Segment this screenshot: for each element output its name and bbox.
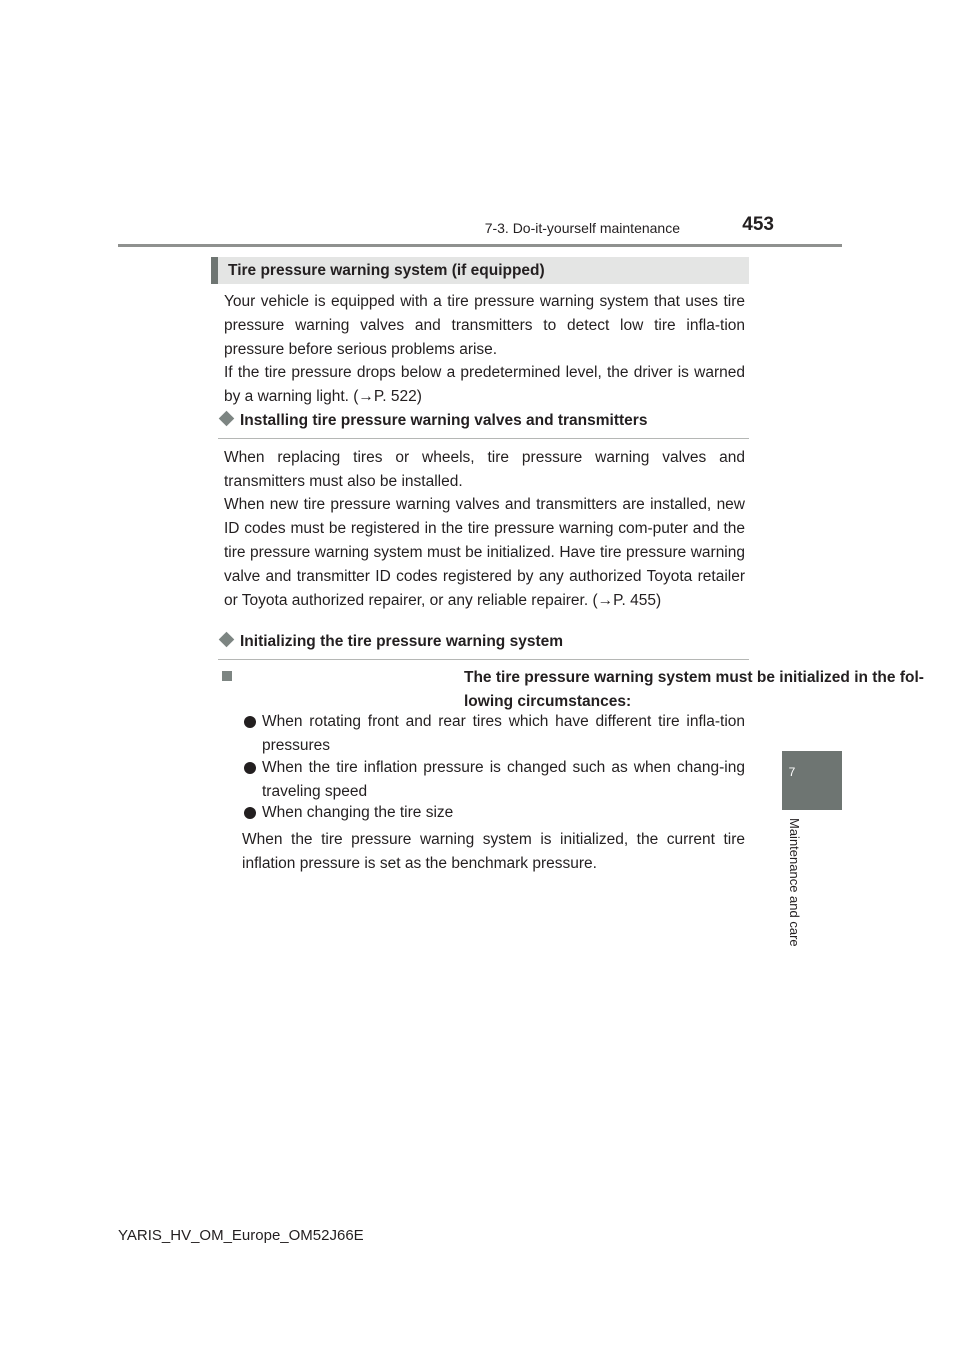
section-heading-text: Installing tire pressure warning valves and transmitters [240,412,648,429]
bullet-dot-icon [244,716,256,728]
closing-paragraph: When the tire pressure warning system is initialized, the current tire inflation pressure is set as the benchmark pressure. [242,831,745,872]
list-item-text: When changing the tire size [262,804,454,821]
list-item [244,801,745,825]
section-heading-installing [218,412,749,439]
condition-heading-text: The tire pressure warning system must be initialized in the fol-lowing circumstances: [464,669,924,710]
document-id: YARIS_HV_OM_Europe_OM52J66E [118,1227,364,1244]
bullet-dot-icon [244,807,256,819]
bullet-dot-icon [244,762,256,774]
section-heading-text: Initializing the tire pressure warning system [240,633,564,650]
section-title: 7-3. Do-it-yourself maintenance [484,220,680,236]
intro-paragraph: If the tire pressure drops below a predetermined level, the driver is warned by a warning light. (→P. 522) [224,364,745,405]
header-divider [118,244,842,247]
square-bullet-icon [222,671,232,681]
list-item-text: When the tire inflation pressure is changed such as when chang-ing traveling speed [262,759,745,800]
list-item-text: When rotating front and rear tires which have different tire infla-tion pressures [262,713,745,754]
condition-heading [222,666,924,710]
box-title: Tire pressure warning system (if equipped) [211,257,749,284]
chapter-label: Maintenance and care [787,818,802,947]
intro-paragraph: Your vehicle is equipped with a tire pressure warning system that uses tire pressure warning valves and transmitters to detect low tire infla-tion pressure before serious problems arise. [224,293,745,358]
chapter-tab [782,751,842,810]
diamond-icon [219,411,235,427]
section-heading-initializing [218,633,749,660]
list-item [244,756,745,804]
section-paragraph: When new tire pressure warning valves and transmitters are installed, new ID codes must be registered in the tire pressure warning com-puter and the tire pressure warning system must be initialized. Have tire pressure warning valve and transmitter ID codes registered by any authorized Toyota retailer or Toyota authorized repairer, or any reliable repairer. (→P. 455) [224,496,745,609]
section-paragraph: When replacing tires or wheels, tire pressure warning valves and transmitters must also be installed. [224,449,745,490]
diamond-icon [219,632,235,648]
page-number: 453 [742,214,774,235]
list-item [244,710,745,758]
chapter-number: 7 [788,765,796,779]
